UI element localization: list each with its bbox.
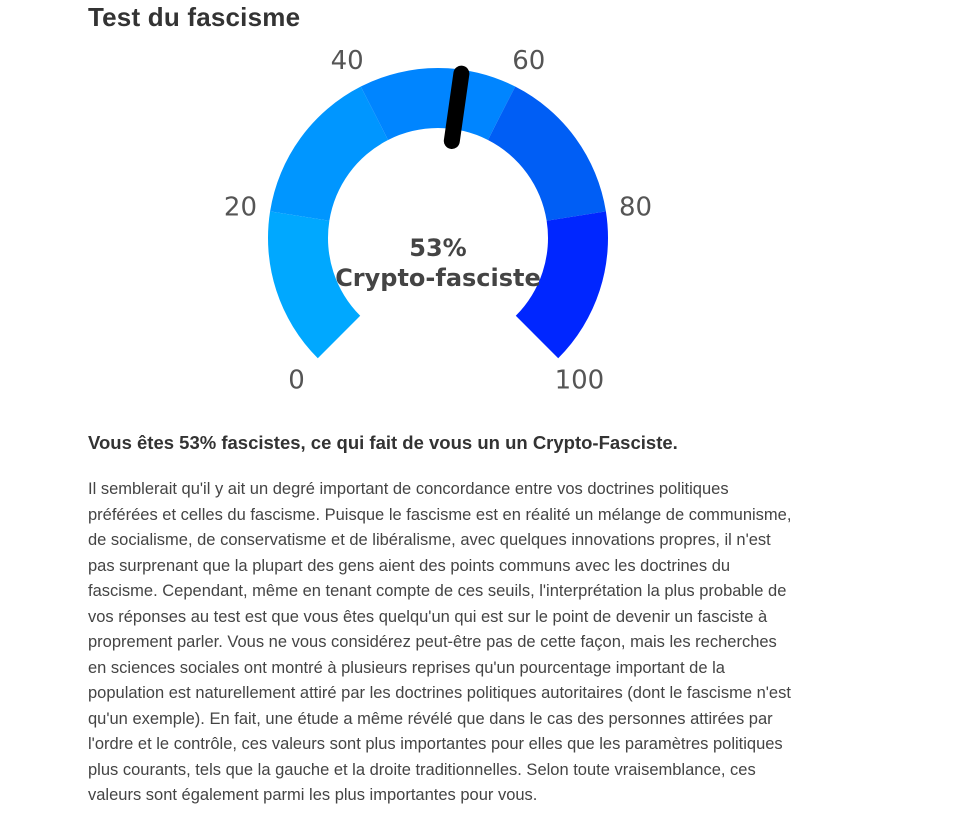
- gauge-tick-label-40: 40: [330, 45, 364, 76]
- gauge-segments: [268, 68, 608, 358]
- gauge-percent-label: 53%: [409, 234, 467, 262]
- gauge-segment-4: [488, 87, 606, 221]
- result-heading: Vous êtes 53% fascistes, ce qui fait de vous un un Crypto-Fasciste.: [88, 432, 678, 453]
- page-title: Test du fascisme: [88, 2, 301, 32]
- gauge-segment-2: [270, 87, 388, 221]
- gauge-tick-label-100: 100: [554, 365, 605, 396]
- result-description: Il semblerait qu'il y ait un degré important de concordance entre vos doctrines politiques préférées et celles du fascisme. Puisque le fascisme est en réalité un mélange de communisme, de socialisme, de conservatisme et de libéralisme, avec quelques innovations propres, il n'est pas surprenant que la plupart des gens aient des points communs avec les doctrines du fascisme. Cependant, même en tenant compte de ces seuils, l'interprétation la plus probable de vos réponses au test est que vous êtes quelqu'un qui est sur le point de devenir un fasciste à proprement parler. Vous ne vous considérez peut-être pas de cette façon, mais les recherches en sciences sociales ont montré à plusieurs reprises qu'un pourcentage important de la population est naturellement attiré par les doctrines politiques autoritaires (dont le fascisme n'est qu'un exemple). En fait, une étude a même révélé que dans le cas des personnes attirées par l'ordre et le contrôle, ces valeurs sont plus importantes pour elles que les paramètres politiques plus courants, tels que la gauche et la droite traditionnelles. Selon toute vraisemblance, ces valeurs sont également parmi les plus importantes pour vous.: [88, 480, 792, 804]
- gauge-tick-label-80: 80: [618, 192, 653, 223]
- gauge-tick-label-20: 20: [223, 192, 258, 223]
- gauge-category-label: Crypto-fasciste: [335, 264, 541, 292]
- gauge-tick-label-0: 0: [288, 365, 305, 396]
- gauge-tick-label-60: 60: [512, 45, 546, 76]
- gauge-needle-group: [452, 74, 462, 141]
- gauge-segment-3: [361, 68, 515, 140]
- gauge-needle: [452, 74, 462, 141]
